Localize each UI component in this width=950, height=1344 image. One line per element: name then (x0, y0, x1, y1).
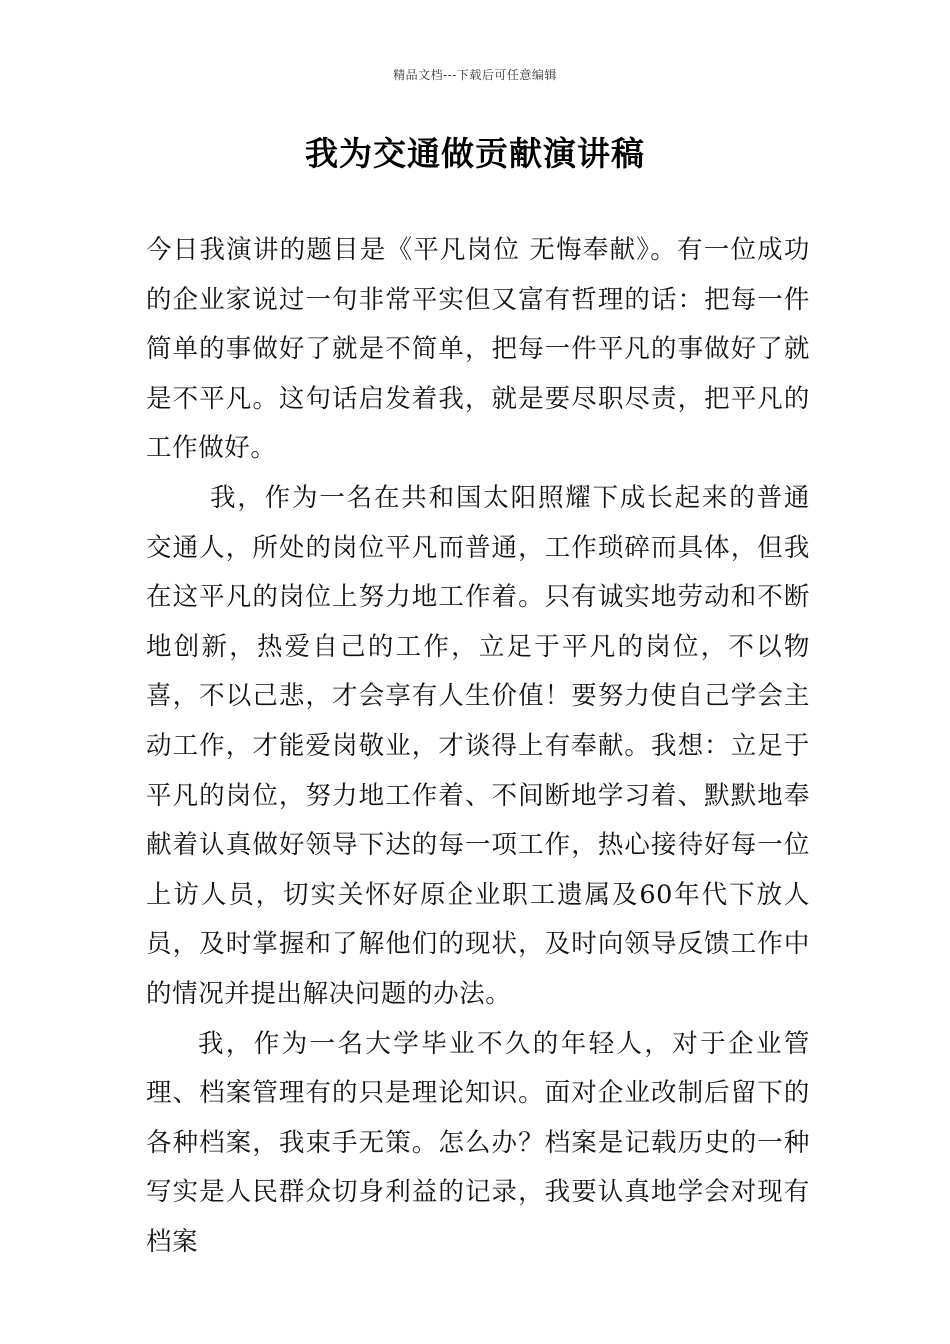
paragraph-1: 今日我演讲的题目是《平凡岗位 无悔奉献》。有一位成功的企业家说过一句非常平实但又富有哲理的话：把每一件简单的事做好了就是不简单，把每一件平凡的事做好了就是不平凡。这句话启发着我，就是要尽职尽责，把平凡的工作做好。 (146, 235, 810, 464)
paragraph-2: 我，作为一名在共和国太阳照耀下成长起来的普通交通人，所处的岗位平凡而普通，工作琐碎而具体，但我在这平凡的岗位上努力地工作着。只有诚实地劳动和不断地创新，热爱自己的工作，立足于平凡的岗位，不以物喜，不以己悲，才会享有人生价值！要努力使自己学会主动工作，才能爱岗敬业，才谈得上有奉献。我想：立足于平凡的岗位，努力地工作着、不间断地学习着、默默地奉献着认真做好领导下达的每一项工作，热心接待好每一位上访人员，切实关怀好原企业职工遗属及60年代下放人员，及时掌握和了解他们的现状，及时向领导反馈工作中的情况并提出解决问题的办法。 (146, 482, 810, 1009)
paragraph-3: 我，作为一名大学毕业不久的年轻人，对于企业管理、档案管理有的只是理论知识。面对企业改制后留下的各种档案，我束手无策。怎么办？档案是记载历史的一种写实是人民群众切身利益的记录，我要认真地学会对现有档案 (146, 1028, 810, 1257)
document-title: 我为交通做贡献演讲稿 (305, 134, 645, 173)
header-note: 精品文档---下载后可任意编辑 (393, 68, 557, 82)
document-body (146, 226, 810, 1267)
